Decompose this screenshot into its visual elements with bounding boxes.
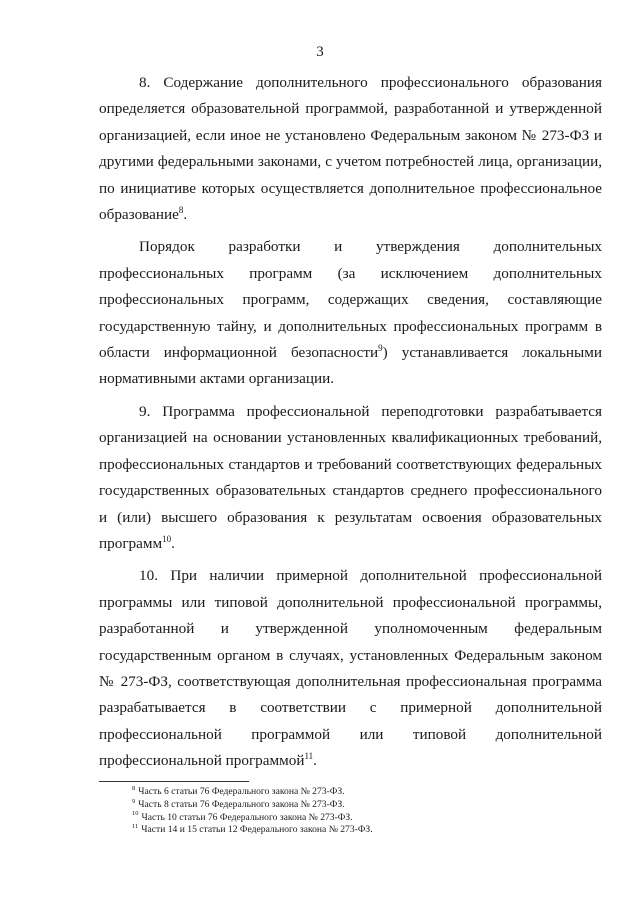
paragraph-text: 8. Содержание дополнительного профессионального образования определяется образовательной программой, разработанной и утвержденной организацией, если иное не установлено Федеральным законом № 273-ФЗ и другими федеральными законами, с учетом потребностей лица, организации, по инициативе которых осуществляется дополнительное профессиональное образование	[99, 74, 602, 224]
footnote-text: Часть 8 статьи 76 Федерального закона № 273-ФЗ.	[138, 798, 345, 810]
paragraph-tail: .	[183, 206, 188, 224]
footnote-reference: 9	[378, 343, 383, 353]
paragraph-tail: ) устанавливается локальными нормативными актами организации.	[99, 344, 602, 388]
paragraph-10	[99, 563, 602, 774]
footnote-9	[132, 799, 602, 812]
document-body	[99, 70, 602, 781]
footnote-text: Часть 6 статьи 76 Федерального закона № 273-ФЗ.	[138, 786, 345, 797]
footnote-mark: 10	[132, 810, 139, 818]
footnote-11	[132, 824, 602, 837]
footnote-reference: 8	[178, 204, 184, 215]
footnote-10	[132, 812, 602, 825]
paragraph-tail: .	[313, 752, 317, 770]
footnote-mark: 11	[132, 823, 139, 831]
footnote-8	[132, 786, 602, 799]
paragraph-text: Порядок разработки и утверждения дополнительных профессиональных программ (за исключением дополнительных профессиональных программ, содержащих сведения, составляющие государственную тайну, и дополнительных профессиональных программ в области информационной безопасности	[99, 238, 602, 362]
footnote-mark: 9	[132, 797, 136, 805]
footnote-mark: 8	[132, 784, 136, 792]
paragraph-text: 9. Программа профессиональной переподготовки разрабатывается организацией на основании установленных квалификационных требований, профессиональных стандартов и требований соответствующих федеральных государственных образовательных стандартов среднего профессионального и (или) высшего образования к результатам освоения образовательных программ	[99, 402, 602, 552]
paragraph-tail: .	[171, 534, 175, 552]
paragraph-8	[99, 70, 602, 228]
footnote-text: Часть 10 статьи 76 Федерального закона № 273-ФЗ.	[141, 811, 353, 823]
footnote-reference: 10	[162, 533, 172, 544]
footnotes	[132, 786, 602, 837]
footnote-reference: 11	[304, 751, 314, 762]
footnote-text: Части 14 и 15 статьи 12 Федерального закона № 273-ФЗ.	[141, 824, 373, 836]
page-number: 3	[316, 44, 324, 60]
footnote-separator	[99, 781, 249, 782]
paragraph-text: 10. При наличии примерной дополнительной профессиональной программы или типовой дополнительной профессиональной программы, разработанной и утвержденной уполномоченным федеральным государственным органом в случаях, установленных Федеральным законом № 273-ФЗ, соответствующая дополнительная профессиональная программа разрабатывается в соответствии с примерной дополнительной профессиональной программой или типовой дополнительной профессиональной программой	[99, 567, 602, 770]
paragraph-9	[99, 399, 602, 557]
paragraph-development-order	[99, 234, 602, 392]
